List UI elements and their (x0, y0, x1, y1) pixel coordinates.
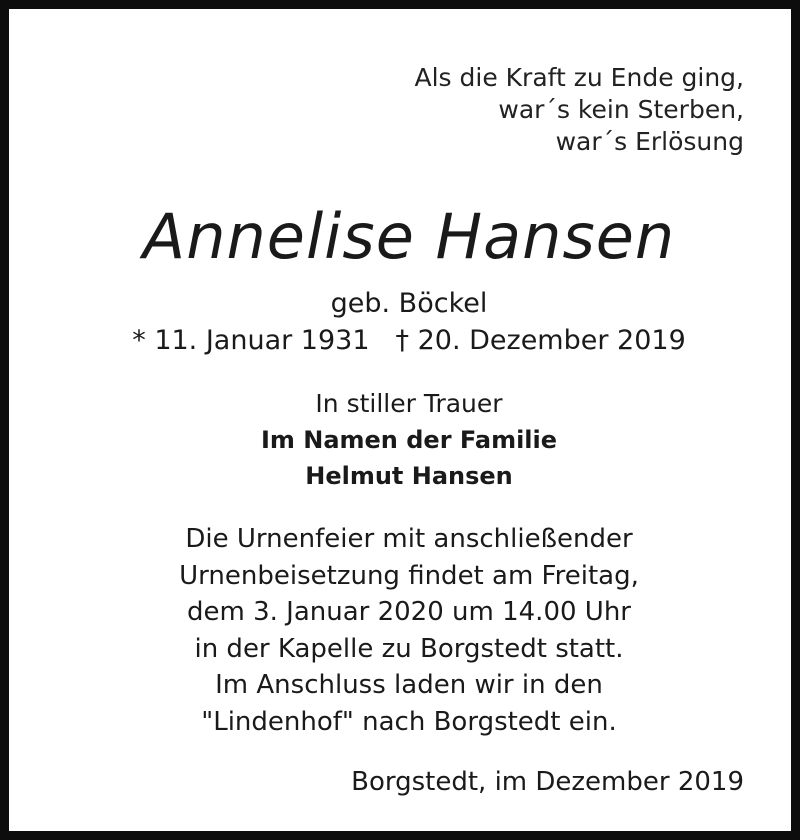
mourners-name: Helmut Hansen (305, 462, 513, 490)
deceased-name: Annelise Hansen (142, 200, 676, 273)
ceremony-line: Urnenbeisetzung findet am Freitag, (179, 560, 639, 591)
motto-line: Als die Kraft zu Ende ging, (414, 63, 744, 92)
ceremony-line: in der Kapelle zu Borgstedt statt. (194, 633, 624, 664)
birth-date: * 11. Januar 1931 (132, 325, 370, 356)
death-date: † 20. Dezember 2019 (395, 325, 686, 356)
ceremony-line: Im Anschluss laden wir in den (215, 670, 603, 700)
mourning-intro: In stiller Trauer (315, 389, 503, 418)
motto-quote (415, 62, 745, 158)
ceremony-notice (9, 521, 800, 740)
mourners-family: Im Namen der Familie (260, 426, 558, 454)
birth-name: geb. Böckel (330, 288, 488, 319)
motto-line: war´s Erlösung (555, 127, 744, 156)
ceremony-line: dem 3. Januar 2020 um 14.00 Uhr (186, 597, 631, 627)
place-and-date: Borgstedt, im Dezember 2019 (351, 767, 744, 797)
life-dates (9, 323, 800, 359)
ceremony-line: "Lindenhof" nach Borgstedt ein. (201, 706, 617, 737)
mourners-block (9, 386, 800, 494)
ceremony-line: Die Urnenfeier mit anschließender (185, 524, 633, 554)
motto-line: war´s kein Sterben, (498, 95, 744, 124)
